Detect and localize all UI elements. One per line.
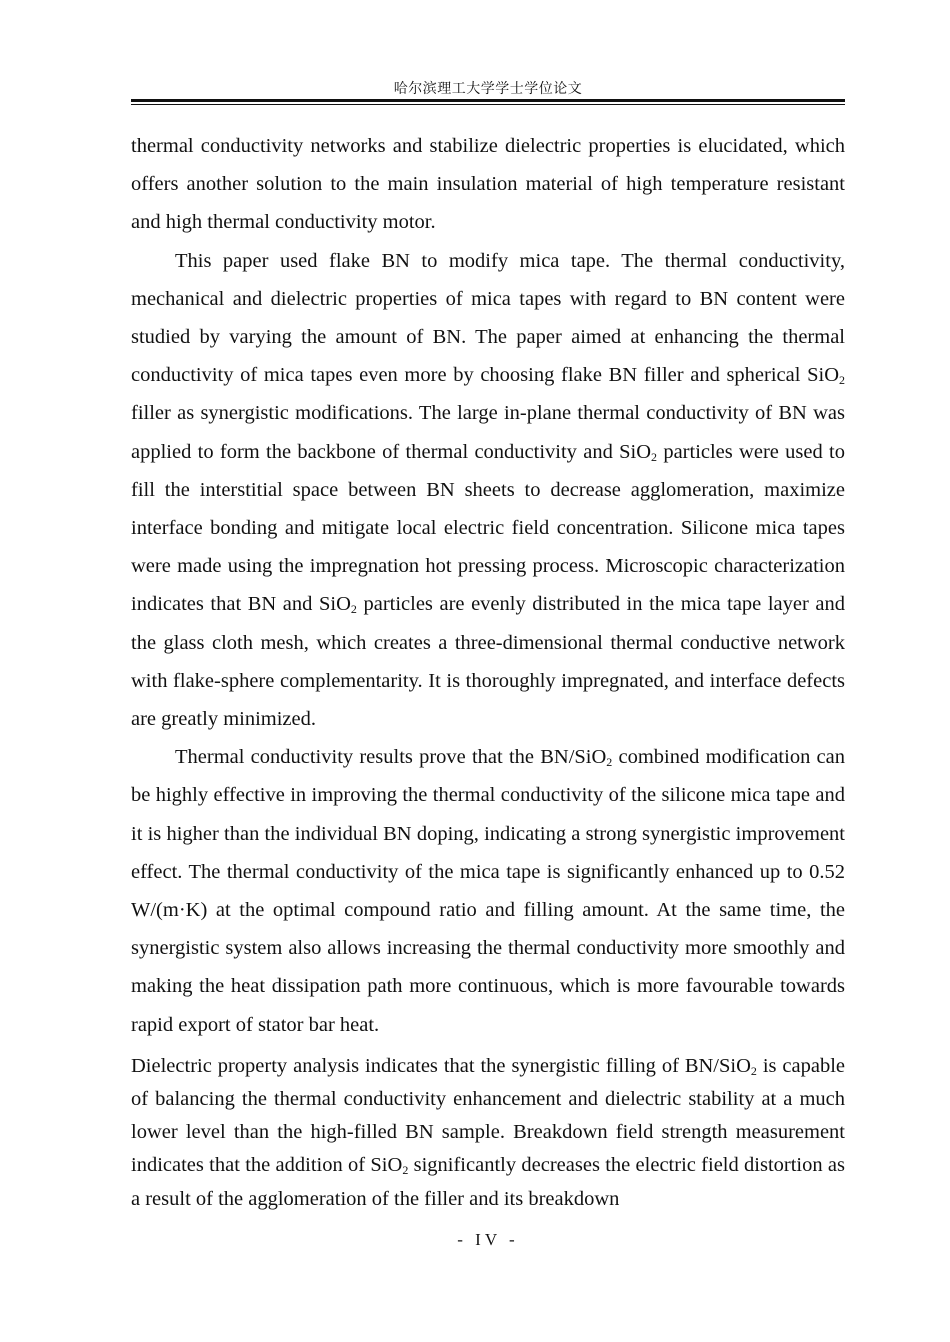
page-number: - IV - (457, 1230, 519, 1249)
subscript: 2 (750, 1063, 757, 1078)
text-segment: Dielectric property analysis indicates that the synergistic filling of BN/SiO (131, 1054, 751, 1077)
subscript: 2 (839, 373, 845, 388)
paragraph-2 (131, 242, 845, 739)
running-header: 哈尔滨理工大学学士学位论文 (393, 81, 583, 97)
text-segment: particles are evenly distributed in the mica tape layer and the glass cloth mesh, which creates a three-dimensional thermal conductive network with flake-sphere complementarity. It is thoroughly impregnated, and interface defects are greatly minimized. (131, 593, 845, 731)
text-segment: combined modification can be highly effective in improving the thermal conductivity of the silicone mica tape and it is higher than the individual BN doping, indicating a strong synergistic improvement effect. The thermal conductivity of the mica tape is significantly enhanced up to 0.52 W/(m·K) at the optimal compound ratio and filling amount. At the same time, the synergistic system also allows increasing the thermal conductivity more smoothly and making the heat dissipation path more continuous, which is more favourable towards rapid export of stator bar heat. (131, 746, 845, 1036)
text-segment: particles were used to fill the interstitial space between BN sheets to decrease agglomeration, maximize interface bonding and mitigate local electric field concentration. Silicone mica tapes were made using the impregnation hot pressing process. Microscopic characterization indicates that BN and SiO (131, 440, 845, 616)
text-segment: filler as synergistic modifications. The large in-plane thermal conductivity of BN was applied to form the backbone of thermal conductivity and SiO (131, 402, 845, 463)
paragraph-4 (131, 1050, 845, 1216)
subscript: 2 (350, 602, 357, 617)
text-segment: significantly decreases the electric field distortion as a result of the agglomeration of the filler and its breakdown (131, 1154, 845, 1210)
text-segment: thermal conductivity networks and stabilize dielectric properties is elucidated, which offers another solution to the main insulation material of high temperature resistant and high thermal conductivity motor. (131, 135, 845, 234)
paragraph-1 (131, 127, 845, 242)
subscript: 2 (402, 1163, 409, 1178)
text-segment: This paper used flake BN to modify mica tape. The thermal conductivity, mechanical and dielectric properties of mica tapes with regard to BN content were studied by varying the amount of BN. The paper aimed at enhancing the thermal conductivity of mica tapes even more by choosing flake BN filler and spherical SiO (131, 249, 845, 387)
header-rule-thin (131, 104, 845, 105)
text-segment: is capable of balancing the thermal conductivity enhancement and dielectric stability at a much lower level than the high-filled BN sample. Breakdown field strength measurement indicates that the addition of SiO (131, 1054, 846, 1177)
paragraph-3 (131, 738, 845, 1044)
header-rule-thick (131, 99, 845, 102)
text-segment: Thermal conductivity results prove that the BN/SiO (175, 746, 607, 769)
subscript: 2 (606, 755, 613, 770)
body-text (131, 127, 845, 1216)
subscript: 2 (651, 449, 658, 464)
